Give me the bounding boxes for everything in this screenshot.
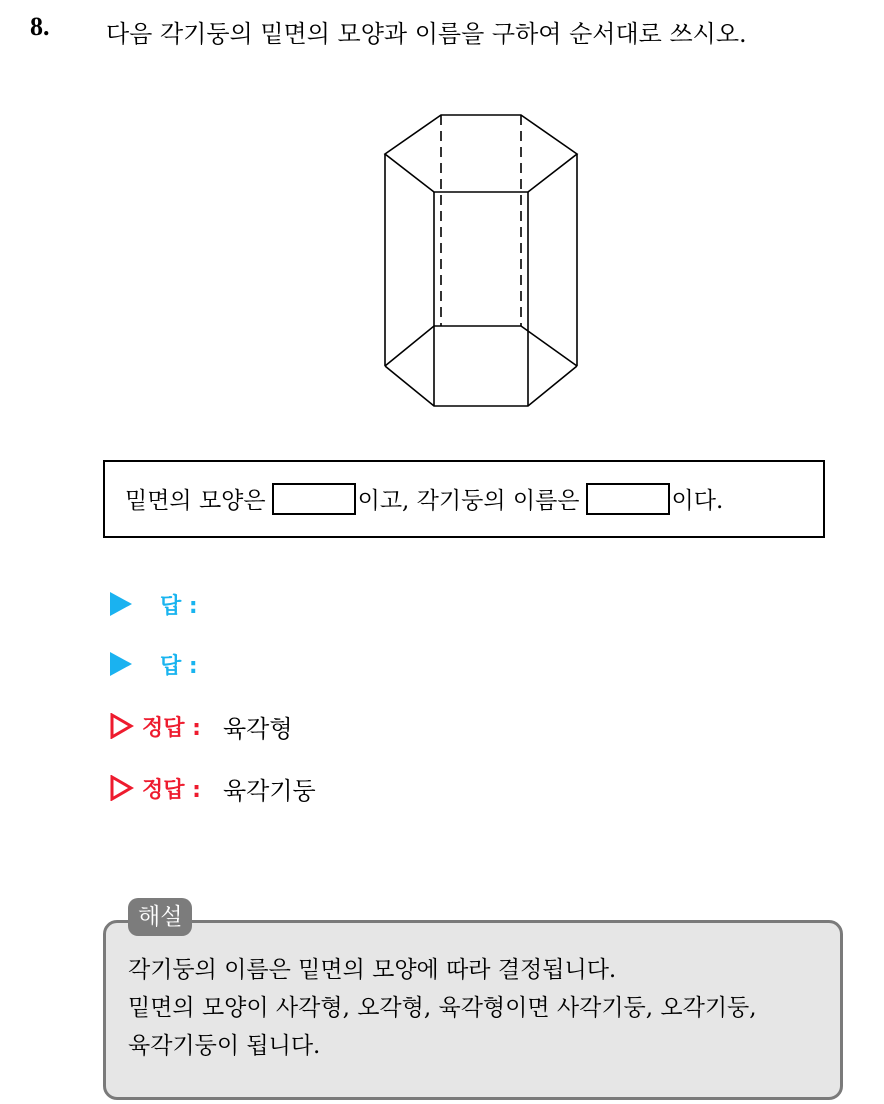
explanation-line: 육각기둥이 됩니다. bbox=[128, 1033, 321, 1059]
correct-value: 육각기둥 bbox=[222, 776, 316, 805]
question-text: 다음 각기둥의 밑면의 모양과 이름을 구하여 순서대로 쓰시오. bbox=[106, 20, 747, 48]
fill-part-3: 이다. bbox=[671, 488, 724, 514]
answer-triangle-icon bbox=[110, 592, 132, 616]
correct-row-2 bbox=[110, 770, 316, 806]
explanation-tag: 해설 bbox=[128, 898, 192, 936]
blank-base-shape[interactable] bbox=[272, 483, 356, 515]
answer-label: 답 : bbox=[160, 653, 198, 679]
correct-value: 육각형 bbox=[222, 714, 293, 743]
fill-part-1: 밑면의 모양은 bbox=[125, 488, 266, 514]
prism-bottom-face bbox=[385, 366, 577, 406]
correct-label: 정답 : bbox=[142, 715, 201, 741]
explanation-text bbox=[128, 951, 757, 1065]
hexagonal-prism-figure bbox=[380, 110, 582, 410]
fill-part-2: 이고, 각기둥의 이름은 bbox=[357, 488, 580, 514]
prism-bottom-hidden-edges bbox=[385, 326, 577, 366]
answer-row-2 bbox=[110, 646, 220, 682]
explanation-line: 각기둥의 이름은 밑면의 모양에 따라 결정됩니다. bbox=[128, 957, 617, 983]
correct-triangle-icon bbox=[110, 713, 134, 739]
correct-label: 정답 : bbox=[142, 777, 201, 803]
correct-row-1 bbox=[110, 708, 293, 744]
explanation-line: 밑면의 모양이 사각형, 오각형, 육각형이면 사각기둥, 오각기둥, bbox=[128, 995, 757, 1021]
fill-in-sentence bbox=[125, 482, 723, 515]
correct-triangle-icon bbox=[110, 775, 134, 801]
question-number: 8. bbox=[30, 12, 50, 41]
answer-row-1 bbox=[110, 586, 220, 622]
explanation-box bbox=[103, 920, 843, 1100]
answer-label: 답 : bbox=[160, 593, 198, 619]
prism-top-face bbox=[385, 115, 577, 192]
blank-prism-name[interactable] bbox=[586, 483, 670, 515]
fill-in-sentence-box bbox=[103, 460, 825, 538]
answer-triangle-icon bbox=[110, 652, 132, 676]
